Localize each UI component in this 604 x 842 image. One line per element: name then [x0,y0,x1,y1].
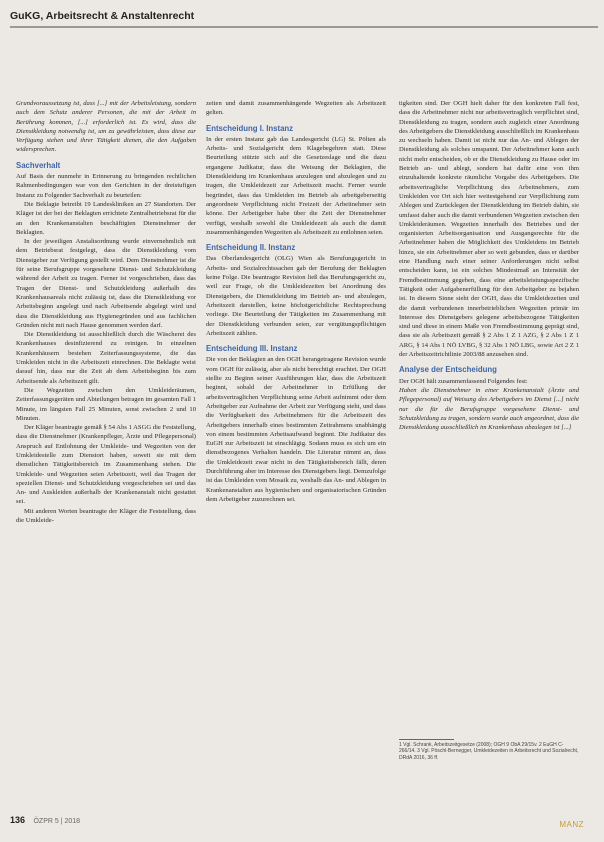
paragraph: Mit anderen Worten beantragte der Kläger die Feststellung, dass die Umkleide- [16,507,196,525]
paragraph: Der Kläger beantragte gemäß § 54 Abs 1 ASGG die Feststellung, dass die Dienstnehmer (Krankenpfleger, Ärzte und Pflegepersonal) Anspruch auf Entlohnung der Umkleide- und Wegzeiten von der Umkleidestelle zum Dienstort haben, soweit sie mit dem dienstlichen Tätigkeitsbereich im Zusammenhang stehen. Die Umkleide- und Wegzeiten seien Arbeitszeit, weil das Tragen der speziellen Dienst- und Schutzkleidung vorgeschrieben sei und das An- und Auskleiden außerhalb der Krankenanstalt nicht gestattet sei. [16,424,196,506]
paragraph: In der ersten Instanz gab das Landesgericht (LG) St. Pölten als Arbeits- und Sozialgericht dem Klagebegehren statt. Diese Beurteilung stützte sich auf die Gesetzeslage und die dazu ergangene Judikatur, dass die Weisung der Beklagten, die Dienstkleidung im Krankenhaus anzulegen und abzulegen und zu tragen, die Umkleidezeit zur Arbeitszeit macht. Ferner wurde begründet, dass das Umkleiden im Betrieb als arbeitgeberseitig angeordnete Verpflichtung nicht Freizeit der Arbeitnehmer sein könne. Der Arbeitgeber habe über die Zeit der Dienstnehmer verfügt, weshalb sowohl die Umkleidezeit als auch die damit zusammenhängenden Wegzeiten als Arbeitszeit zu entlohnen seien. [206,135,386,236]
paragraph: Die Wegzeiten zwischen den Umkleideräumen, Zeiterfassungsgeräten und Abteilungen betragen im gesamten Fall 1 Minute, im längsten Fall 25 Minuten, sonst zwischen 2 und 10 Minuten. [16,386,196,422]
paragraph: Der OGH hält zusammenfassend Folgendes fest: [399,377,528,385]
column-1 [16,99,196,525]
heading-analyse: Analyse der Entscheidung [399,365,497,375]
column-2 [206,99,386,504]
footnote-rule [399,739,454,740]
page-header [0,0,604,38]
header-rule [10,26,598,28]
paragraph: Auf Basis der nunmehr in Erinnerung zu bringenden rechtlichen Rahmenbedingungen war von den Gerichten in der dreistufigen Instanz zu Folgender Sachverhalt zu beurteilen: [16,173,196,199]
paragraph: Die Beklagte betreibt 19 Landeskliniken an 27 Standorten. Der Kläger ist der bei der Beklagten errichtete Zentralbetriebsrat für die an den Krankenanstalten beschäftigten Dienstnehmer der Beklagten. [16,200,196,236]
paragraph: Die von der Beklagten an den OGH herangetragene Revision wurde vom OGH für zulässig, aber als nicht berechtigt erachtet. Der OGH stellte zu Beginn seiner Ausführungen klar, dass die Arbeitszeit beginnt, sobald der Arbeitnehmer in Erfüllung der arbeitsvertraglichen Verpflichtung seine Arbeit aufnimmt oder dem Arbeitgeber zur Aufnahme der Arbeit zur Verfügung steht, und dass die Verfügbarkeit des Arbeitnehmers für die Arbeitszeit des Arbeitgebers innerhalb eines bestimmten Zeitrahmens unabhängig von einem bestimmten Arbeitsaufwand beginnt. Die Judikatur des EuGH zur Arbeitszeit ist einschlägig. Sodann muss es sich um ein dienstbezogenes Verhalten handeln. Die Literatur nimmt an, dass die Umkleidezeit zwar nicht in den Tätigkeitsbereich fällt, deren Durchführung aber im Interesse des Dienstgebers liegt. Demzufolge ist das Umkleiden vom Mosaik zu, weshalb das An- und Ablegen in Krankenanstalten aus hygienischen und organisatorischen Gründen dem Arbeitgeber zuzurechnen sei. [206,356,386,503]
heading-entscheidung-3: Entscheidung III. Instanz [206,344,298,354]
section-title: GuKG, Arbeitsrecht & Anstaltenrecht [10,10,195,22]
heading-entscheidung-2: Entscheidung II. Instanz [206,243,296,253]
publisher-logo: MANZ [559,820,584,829]
paragraph: Die Dienstkleidung ist ausschließlich durch die Wäscherei des Krankenhauses desinfizierend zu reinigen. In einzelnen Krankenhäusern bestehen Zeiterfassungssysteme, die das Umkleiden nicht in die Arbeitszeit einrechnen. Die Beklagte weist darauf hin, dass nur die Zeit ab dem Arbeitsbeginn bis zum Arbeitsende als Arbeitszeit gilt. [16,331,196,385]
paragraph-italic: Haben die Dienstnehmer in einer Krankenanstalt (Ärzte und Pflegepersonal) auf Weisung des Arbeitgebers im Dienst [...] nicht nur die für die Berufsgruppe vorgesehene Dienst- und Schutzkleidung zu tragen, sondern wurde auch angeordnet, dass die Dienstkleidung ausschließlich im Krankenhaus abzulegen ist [...] [399,386,579,432]
page-footer [10,810,80,828]
footnotes: 1 Vgl. Schrank, Arbeitszeitgesetze (2008); OGH 9 ObA 29/15v. 2 EuGH C-266/14. 3 Vgl. Pöschl-Bernegger, Umkleidezeiten in Arbeitsrecht und Sozialrecht, DRdA 2016, 36 ff. [399,742,579,761]
paragraph: In der jeweiligen Anstaltsordnung wurde einvernehmlich mit dem Betriebsrat festgelegt, dass die Dienstkleidung vom Dienstgeber zur Verfügung gestellt wird. Dem Dienstnehmer ist die für seine Berufsgruppe vorgesehene Dienst- und Schutzkleidung während der Arbeit zu tragen. Ferner ist vorgeschrieben, dass das Tragen der Dienst- und Schutzkleidung außerhalb des Krankenhausareals nicht zulässig ist, dass die Dienstkleidung vor Arbeitsbeginn angelegt und nach Arbeitsende abgelegt wird und dass die Dienstkleidung aus Hygienegründen und aus fachlichen Gründen nicht mit nach Hause genommen werden darf. [16,238,196,329]
journal-issue: ÖZPR 5 | 2018 [33,818,81,825]
paragraph: tigkeiten sind. Der OGH hielt daher für den konkreten Fall fest, dass die Arbeitnehmer nicht nur arbeitsvertraglich verpflichtet sind, Dienstkleidung zu tragen, sondern auch zugleich einer Anordnung des Arbeitgebers die Dienstkleidung ausschließlich im Krankenhaus zu wechseln haben. Damit ist nicht nur das An- und Ablegen der Dienstkleidung als solches umspannt. Der Arbeitnehmer kann auch nicht mehr entscheiden, ob er die Dienstkleidung zu Hause oder im Betrieb an- und ablegt, sondern hat dafür eine von ihm einzuhaltende konkrete räumliche Vorgabe des Arbeitgebers. Die arbeitsvertragliche Verpflichtung des Arbeitnehmers, zum Umkleiden vor Ort sich hier weitestgehend zur Verpflichtung zum Ablegen und Zurücklegen der Dienstkleidung im Betrieb dahin, sie umfasst daher auch die damit verbundenen Wegzeiten zwischen den Umkleideräumen. Wegzeiten innerhalb des Betriebes und der organisierten Arbeitsorganisation und Ausgangsrechte für die Arbeitnehmer haben die Möglichkeit des Umkleidens im Betrieb hinzu, sie ein Arbeitnehmer aber so weit gebunden, dass er darüber eine Handlung nach einer seiner Anforderungen nicht selbst entscheiden kann, ist ein solches Mindestmaß an Intensität der Fremdbestimmung gegeben, dass eine arbeitsleistungsspezifische Tätigkeit oder Aufgabenerfüllung für den Arbeitgeber zu bejahen ist. In diesem Sinne sieht der OGH, dass die Umkleidezeiten und die damit verbundenen innerbetrieblichen Wegzeiten primär im Interesse des Dienstgebers gelegene arbeitsbezogene Tätigkeiten sind und diese in einem Maße von Fremdbestimmung geprägt sind, dass sie als Arbeitszeit gemäß § 2 Abs 1 Z 1 AZG, § 2 Abs 1 Z 1 ARG, § 14 Abs 1 NÖ LVBG, § 32 Abs 1 NÖ LBG, sowie Art 2 Z 1 der Arbeitszeitrichtlinie 2003/88 anzusehen sind. [399,100,579,359]
heading-entscheidung-1: Entscheidung I. Instanz [206,123,294,133]
page-number: 136 [10,815,26,825]
column-3 [399,99,579,432]
heading-sachverhalt: Sachverhalt [16,160,61,170]
intro-quote: Grundvoraussetzung ist, dass [...] mit der Arbeitsleistung, sondern auch dem Schutz anderer Personen, die mit der Arbeit in Berührung kommen, [...] erforderlich ist. Es wird, dass die Dienstkleidung notwendig ist, um zu gewährleisten, dass diese zur Verfügung stehen und ihrer Tätigkeit dienen, die den Aufgaben widersprechen. [16,100,196,154]
paragraph: zeiten und damit zusammenhängende Wegzeiten als Arbeitszeit gelten. [206,100,386,117]
paragraph: Das Oberlandesgericht (OLG) Wien als Berufungsgericht in Arbeits- und Sozialrechtssachen gab der Berufung der Beklagten keine Folge. Die beantragte Revision ließ das Berufungsgericht zu, weil zur Frage, ob die Umkleidezeiten bei Anordnung des Dienstgebers, die Dienstkleidung im Betrieb an- und abzulegen, Arbeitszeit darstellen, keine höchstgerichtliche Rechtsprechung vorliege. Die Beurteilung der Tätigkeiten im Zusammenhang mit der Dienstkleidung verbunden seien, zur vergütungspflichtigen Arbeitszeit zählten. [206,255,386,337]
